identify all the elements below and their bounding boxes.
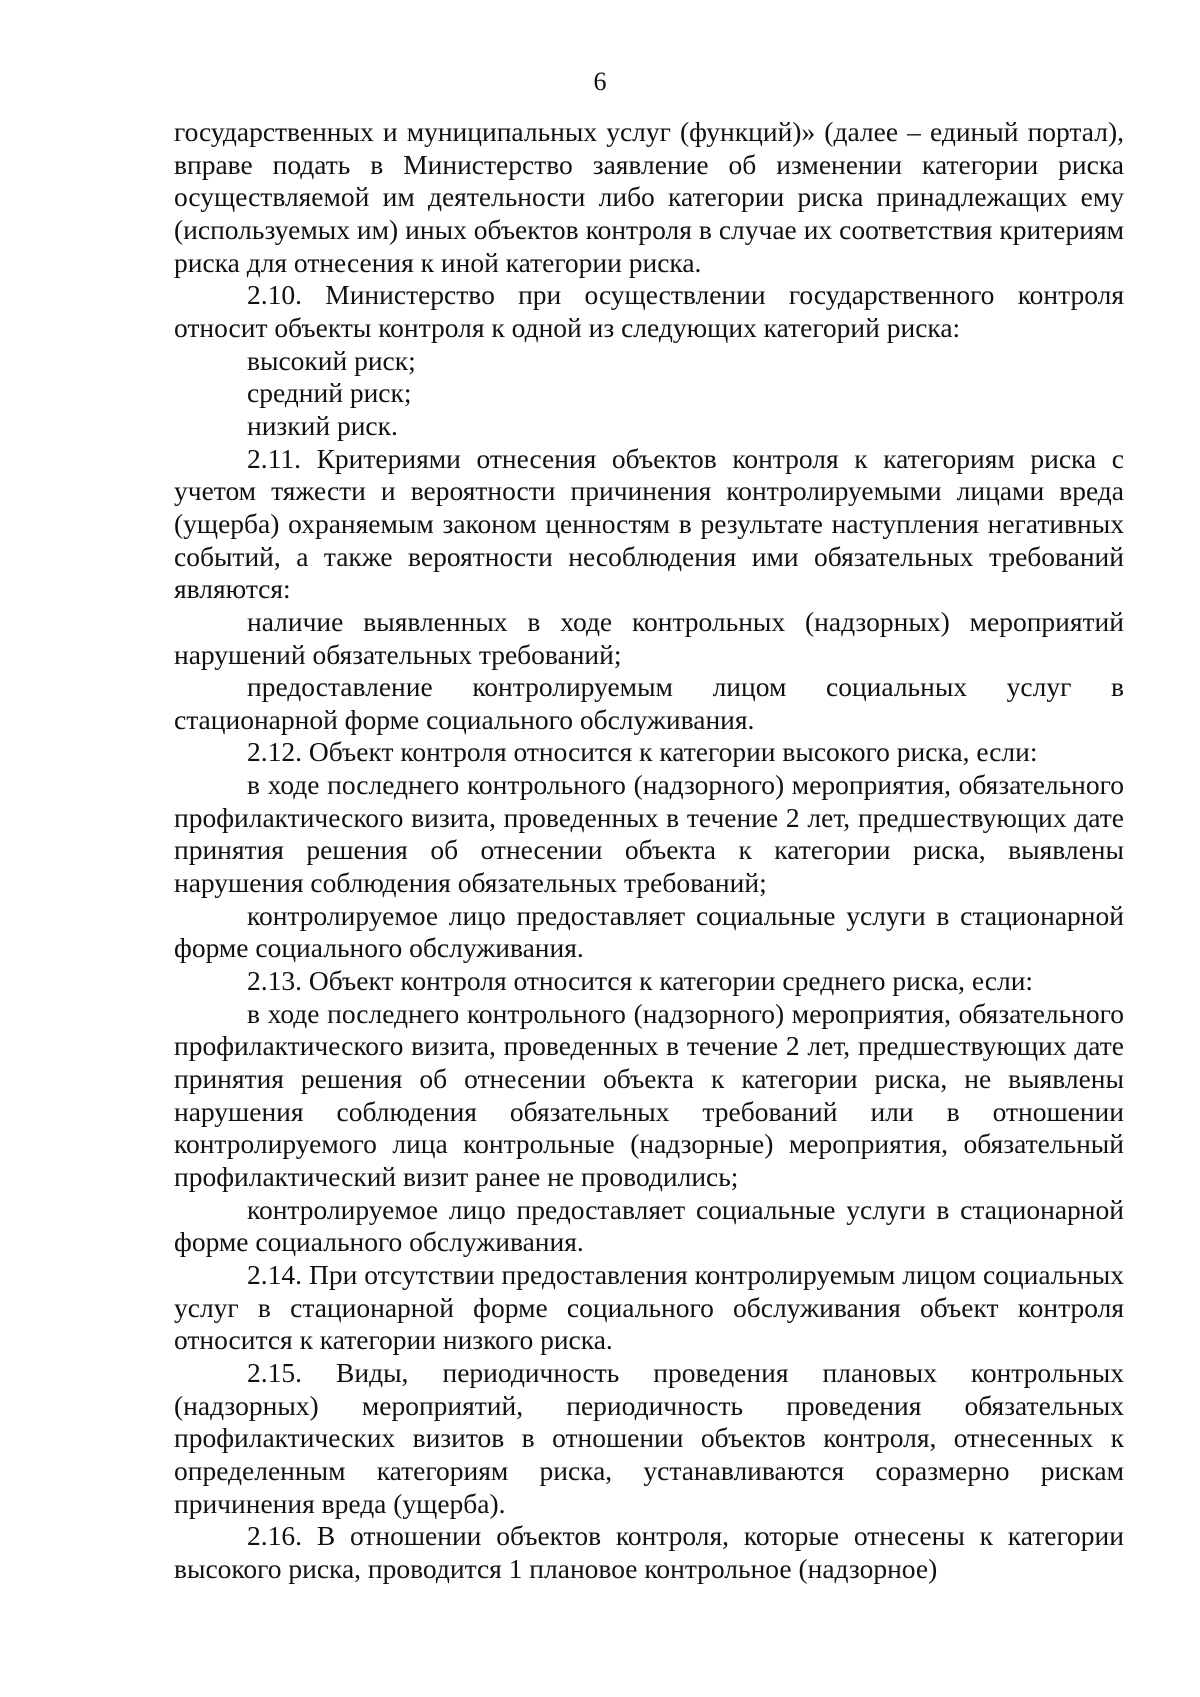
document-body bbox=[174, 116, 1124, 1586]
paragraph-2-16: 2.16. В отношении объектов контроля, которые отнесены к категории высокого риска, проводится 1 плановое контрольное (надзорное) bbox=[174, 1520, 1124, 1584]
medium-risk-condition-services: контролируемое лицо предоставляет социальные услуги в стационарной форме социального обслуживания. bbox=[174, 1193, 1124, 1258]
high-risk-condition-services: контролируемое лицо предоставляет социальные услуги в стационарной форме социального обслуживания. bbox=[174, 899, 1124, 964]
medium-risk-condition-no-violations: в ходе последнего контрольного (надзорного) мероприятия, обязательного профилактического визита, проведенных в течение 2 лет, предшествующих дате принятия решения об отнесении объекта к категории риска, не выявлены нарушения соблюдения обязательных требований или в отношении контролируемого лица контрольные (надзорные) мероприятия, обязательный профилактический визит ранее не проводились; bbox=[174, 997, 1124, 1192]
paragraph-2-14: 2.14. При отсутствии предоставления контролируемым лицом социальных услуг в стационарной форме социального обслуживания объект контроля относится к категории низкого риска. bbox=[174, 1258, 1124, 1356]
risk-category-low: низкий риск. bbox=[247, 409, 398, 441]
paragraph-2-10: 2.10. Министерство при осуществлении государственного контроля относит объекты контроля к одной из следующих категорий риска: bbox=[174, 279, 1124, 343]
high-risk-condition-violations: в ходе последнего контрольного (надзорного) мероприятия, обязательного профилактического визита, проведенных в течение 2 лет, предшествующих дате принятия решения об отнесении объекта к категории риска, выявлены нарушения соблюдения обязательных требований; bbox=[174, 769, 1124, 899]
paragraph-2-15: 2.15. Виды, периодичность проведения плановых контрольных (надзорных) мероприятий, периодичность проведения обязательных профилактических визитов в отношении объектов контроля, отнесенных к определенным категориям риска, устанавливаются соразмерно рискам причинения вреда (ущерба). bbox=[174, 1356, 1124, 1519]
paragraph-2-11: 2.11. Критериями отнесения объектов контроля к категориям риска с учетом тяжести и вероятности причинения контролируемыми лицами вреда (ущерба) охраняемым законом ценностям в результате наступления негативных событий, а также вероятности несоблюдения ими обязательных требований являются: bbox=[174, 442, 1124, 605]
risk-category-medium: средний риск; bbox=[247, 377, 412, 409]
paragraph-2-13: 2.13. Объект контроля относится к категории среднего риска, если: bbox=[247, 965, 1034, 997]
page-number: 6 bbox=[593, 67, 607, 96]
criterion-stationary-services: предоставление контролируемым лицом социальных услуг в стационарной форме социального обслуживания. bbox=[174, 671, 1124, 735]
criterion-violations: наличие выявленных в ходе контрольных (надзорных) мероприятий нарушений обязательных требований; bbox=[174, 605, 1124, 670]
risk-category-high: высокий риск; bbox=[247, 344, 416, 376]
paragraph-continuation: государственных и муниципальных услуг (функций)» (далее – единый портал), вправе подать в Министерство заявление об изменении категории риска осуществляемой им деятельности либо категории риска принадлежащих ему (используемых им) иных объектов контроля в случае их соответствия критериям риска для отнесения к иной категории риска. bbox=[174, 116, 1124, 278]
paragraph-2-12: 2.12. Объект контроля относится к категории высокого риска, если: bbox=[247, 736, 1038, 768]
